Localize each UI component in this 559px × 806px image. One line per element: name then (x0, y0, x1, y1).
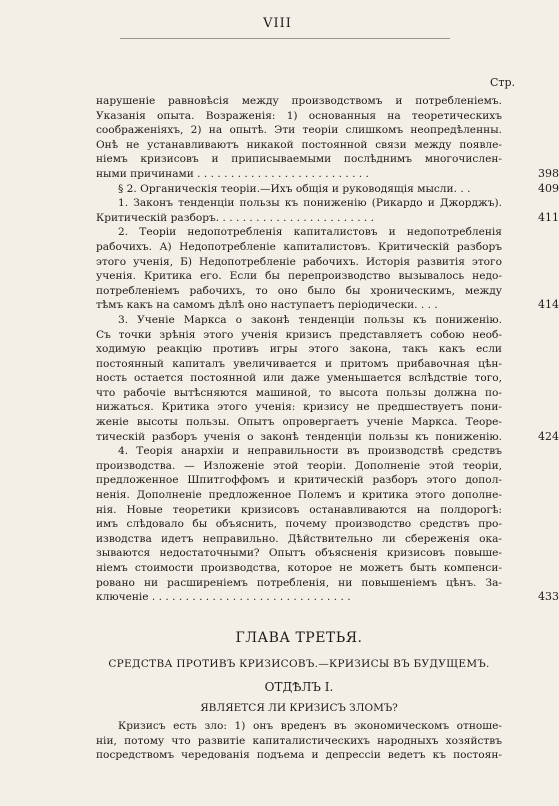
toc-line (96, 225, 502, 240)
toc-line (96, 371, 502, 386)
toc-line (96, 166, 559, 182)
toc-line (96, 400, 502, 415)
toc-page-number: 409 (538, 181, 559, 195)
toc-line-text: нія. Новые теоретики кризисовъ останавливаются на полдорогѣ: (96, 503, 502, 516)
toc-line (96, 546, 502, 561)
toc-page-number: 424 (538, 429, 559, 443)
toc-line (96, 444, 502, 459)
toc-line (96, 298, 559, 313)
toc-line-text: 1. Законъ тенденціи пользы къ пониженію (Рикардо и Джорджъ). (118, 197, 502, 210)
toc-line (96, 488, 502, 503)
toc-line (96, 532, 502, 547)
toc-line-text: постоянный капиталъ увеличивается и притомъ прибавочная цѣн- (96, 357, 502, 370)
toc-line (96, 386, 502, 401)
toc-line-text: имъ слѣдовало бы объяснить, почему производство средствъ про- (96, 518, 502, 531)
toc-line (96, 255, 502, 270)
toc-line-text: ровано ни расширеніемъ потребленія, ни повышеніемъ цѣнъ. За- (96, 576, 502, 589)
body-line (96, 748, 502, 763)
toc-line (96, 459, 502, 474)
toc-line (96, 328, 502, 343)
toc-line (96, 342, 502, 357)
toc-line (96, 196, 502, 211)
toc-line-text: ніемъ кризисовъ и приписываемыми послѣднимъ многочислен- (96, 153, 502, 166)
page-number: VIII (263, 16, 292, 31)
body-line-text: ніи, потому что развитіе капиталистическихъ народныхъ хозяйствъ (96, 734, 502, 747)
body-line (96, 719, 502, 734)
toc-page-number: 414 (538, 298, 559, 312)
page-column-label: Стр. (489, 76, 515, 89)
toc-line-text: тическій разборъ ученія о законѣ тенденціи пользы къ пониженію. (96, 430, 502, 443)
toc-line-text: предложенное Шпитгоффомъ и критическій разборъ этого допол- (96, 474, 502, 487)
toc-line-text: ніемъ стоимости производства, которое не можетъ быть компенси- (96, 562, 502, 574)
toc-line (96, 357, 502, 372)
body-line (96, 734, 502, 749)
toc-line (96, 590, 559, 605)
table-of-contents (96, 94, 559, 605)
chapter-title: ГЛАВА ТРЕТЬЯ. (235, 629, 363, 646)
toc-line (96, 284, 502, 299)
toc-line-text: ключеніе . . . . . . . . . . . . . . . . . . . . . . . . . . . . . . (96, 591, 351, 604)
toc-line-text: соображеніяхъ, 2) на опытѣ. Эти теоріи слишкомъ неопредѣленны. (96, 124, 502, 137)
toc-line (96, 210, 559, 226)
toc-line (96, 517, 502, 532)
toc-line-text: женіе высоты пользы. Опытъ опровергаетъ ученіе Маркса. Теоре- (96, 416, 502, 429)
toc-line (96, 240, 502, 255)
toc-line-text: изводства идетъ неправильно. Дѣйствительно ли сбереженія ока- (96, 532, 502, 545)
toc-line-text: Съ точки зрѣнія этого ученія кризисъ представляетъ собою необ- (96, 328, 502, 341)
section-heading: ОТДѢЛЪ I. (264, 679, 334, 694)
toc-line-text: потребленіемъ рабочихъ, то оно было бы хроническимъ, между (96, 284, 502, 297)
toc-line (96, 313, 502, 328)
toc-line (96, 269, 502, 284)
toc-page-number: 411 (538, 210, 559, 224)
toc-line-text: ученія. Критика его. Если бы перепроизводство вызывалось недо- (96, 270, 502, 283)
toc-line-text: тѣмъ какъ на самомъ дѣлѣ оно наступаетъ періодически. . . . (96, 299, 438, 312)
toc-line-text: 2. Теоріи недопотребленія капиталистовъ и недопотребленія (118, 226, 502, 239)
toc-line-text: Онѣ не устанавливаютъ никакой постоянной связи между появле- (96, 138, 502, 151)
toc-line-text: нарушеніе равновѣсія между производствомъ и потребленіемъ. (96, 95, 502, 107)
toc-line (96, 503, 502, 518)
toc-line-text: производства. — Изложеніе этой теоріи. Дополненіе этой теоріи, (96, 459, 502, 472)
toc-line-text: ненія. Дополненіе предложенное Полемъ и критика этого дополне- (96, 489, 502, 502)
page-content (96, 94, 559, 763)
toc-line (96, 138, 502, 153)
toc-line-text: 4. Теорія анархіи и неправильности въ производствѣ средствъ (118, 445, 502, 458)
toc-line (96, 561, 502, 576)
toc-page-number: 433 (538, 590, 559, 604)
toc-line-text: ходимую реакцію противъ игры этого закона, такъ какъ если (96, 343, 502, 356)
toc-line-text: § 2. Органическія теоріи.—Ихъ общія и руководящія мысли. . . (118, 182, 471, 195)
toc-line-text: 3. Ученіе Маркса о законѣ тенденціи пользы къ пониженію. (118, 313, 502, 326)
toc-line-text: ность остается постоянной или даже уменьшается вслѣдствіе того, (96, 372, 502, 385)
toc-line (96, 181, 559, 197)
toc-line (96, 576, 502, 591)
toc-line-text: зываются недостаточными? Опытъ объясненія кризисовъ повыше- (96, 547, 502, 560)
toc-line-text: этого ученія, Б) Недопотребленіе рабочихъ. Исторія развитія этого (96, 255, 502, 268)
toc-line-text: что рабочіе вытѣсняются машиной, то высота пользы должна по- (96, 386, 502, 399)
toc-line-text: нижаться. Критика этого ученія: кризису не предшествуетъ пони- (96, 401, 502, 414)
body-line-text: Кризисъ есть зло: 1) онъ вреденъ въ экономическомъ отноше- (118, 720, 502, 733)
toc-line-text: рабочихъ. А) Недопотребленіе капиталистовъ. Критическій разборъ (96, 240, 502, 253)
header-rule (120, 38, 450, 39)
toc-line (96, 429, 559, 445)
toc-line-text: ными причинами . . . . . . . . . . . . . . . . . . . . . . . . . . (96, 167, 369, 180)
body-text (96, 719, 502, 763)
toc-line (96, 109, 502, 124)
toc-page-number: 398 (538, 166, 559, 180)
section-title: ЯВЛЯЕТСЯ ЛИ КРИЗИСЪ ЗЛОМЪ? (200, 701, 398, 714)
toc-line (96, 152, 502, 167)
toc-line-text: Указанія опыта. Возраженія: 1) основанныя на теоретическихъ (96, 109, 502, 122)
toc-line (96, 473, 502, 488)
toc-line-text: Критическій разборъ. . . . . . . . . . . . . . . . . . . . . . . . (96, 211, 375, 224)
chapter-subtitle: СРЕДСТВА ПРОТИВЪ КРИЗИСОВЪ.—КРИЗИСЫ ВЪ БУДУЩЕМЪ. (108, 658, 490, 671)
toc-line (96, 123, 502, 138)
body-line-text: посредствомъ чередованія подъема и депрессіи ведетъ къ постоян- (96, 749, 502, 762)
toc-line (96, 415, 502, 430)
toc-line (96, 94, 502, 109)
